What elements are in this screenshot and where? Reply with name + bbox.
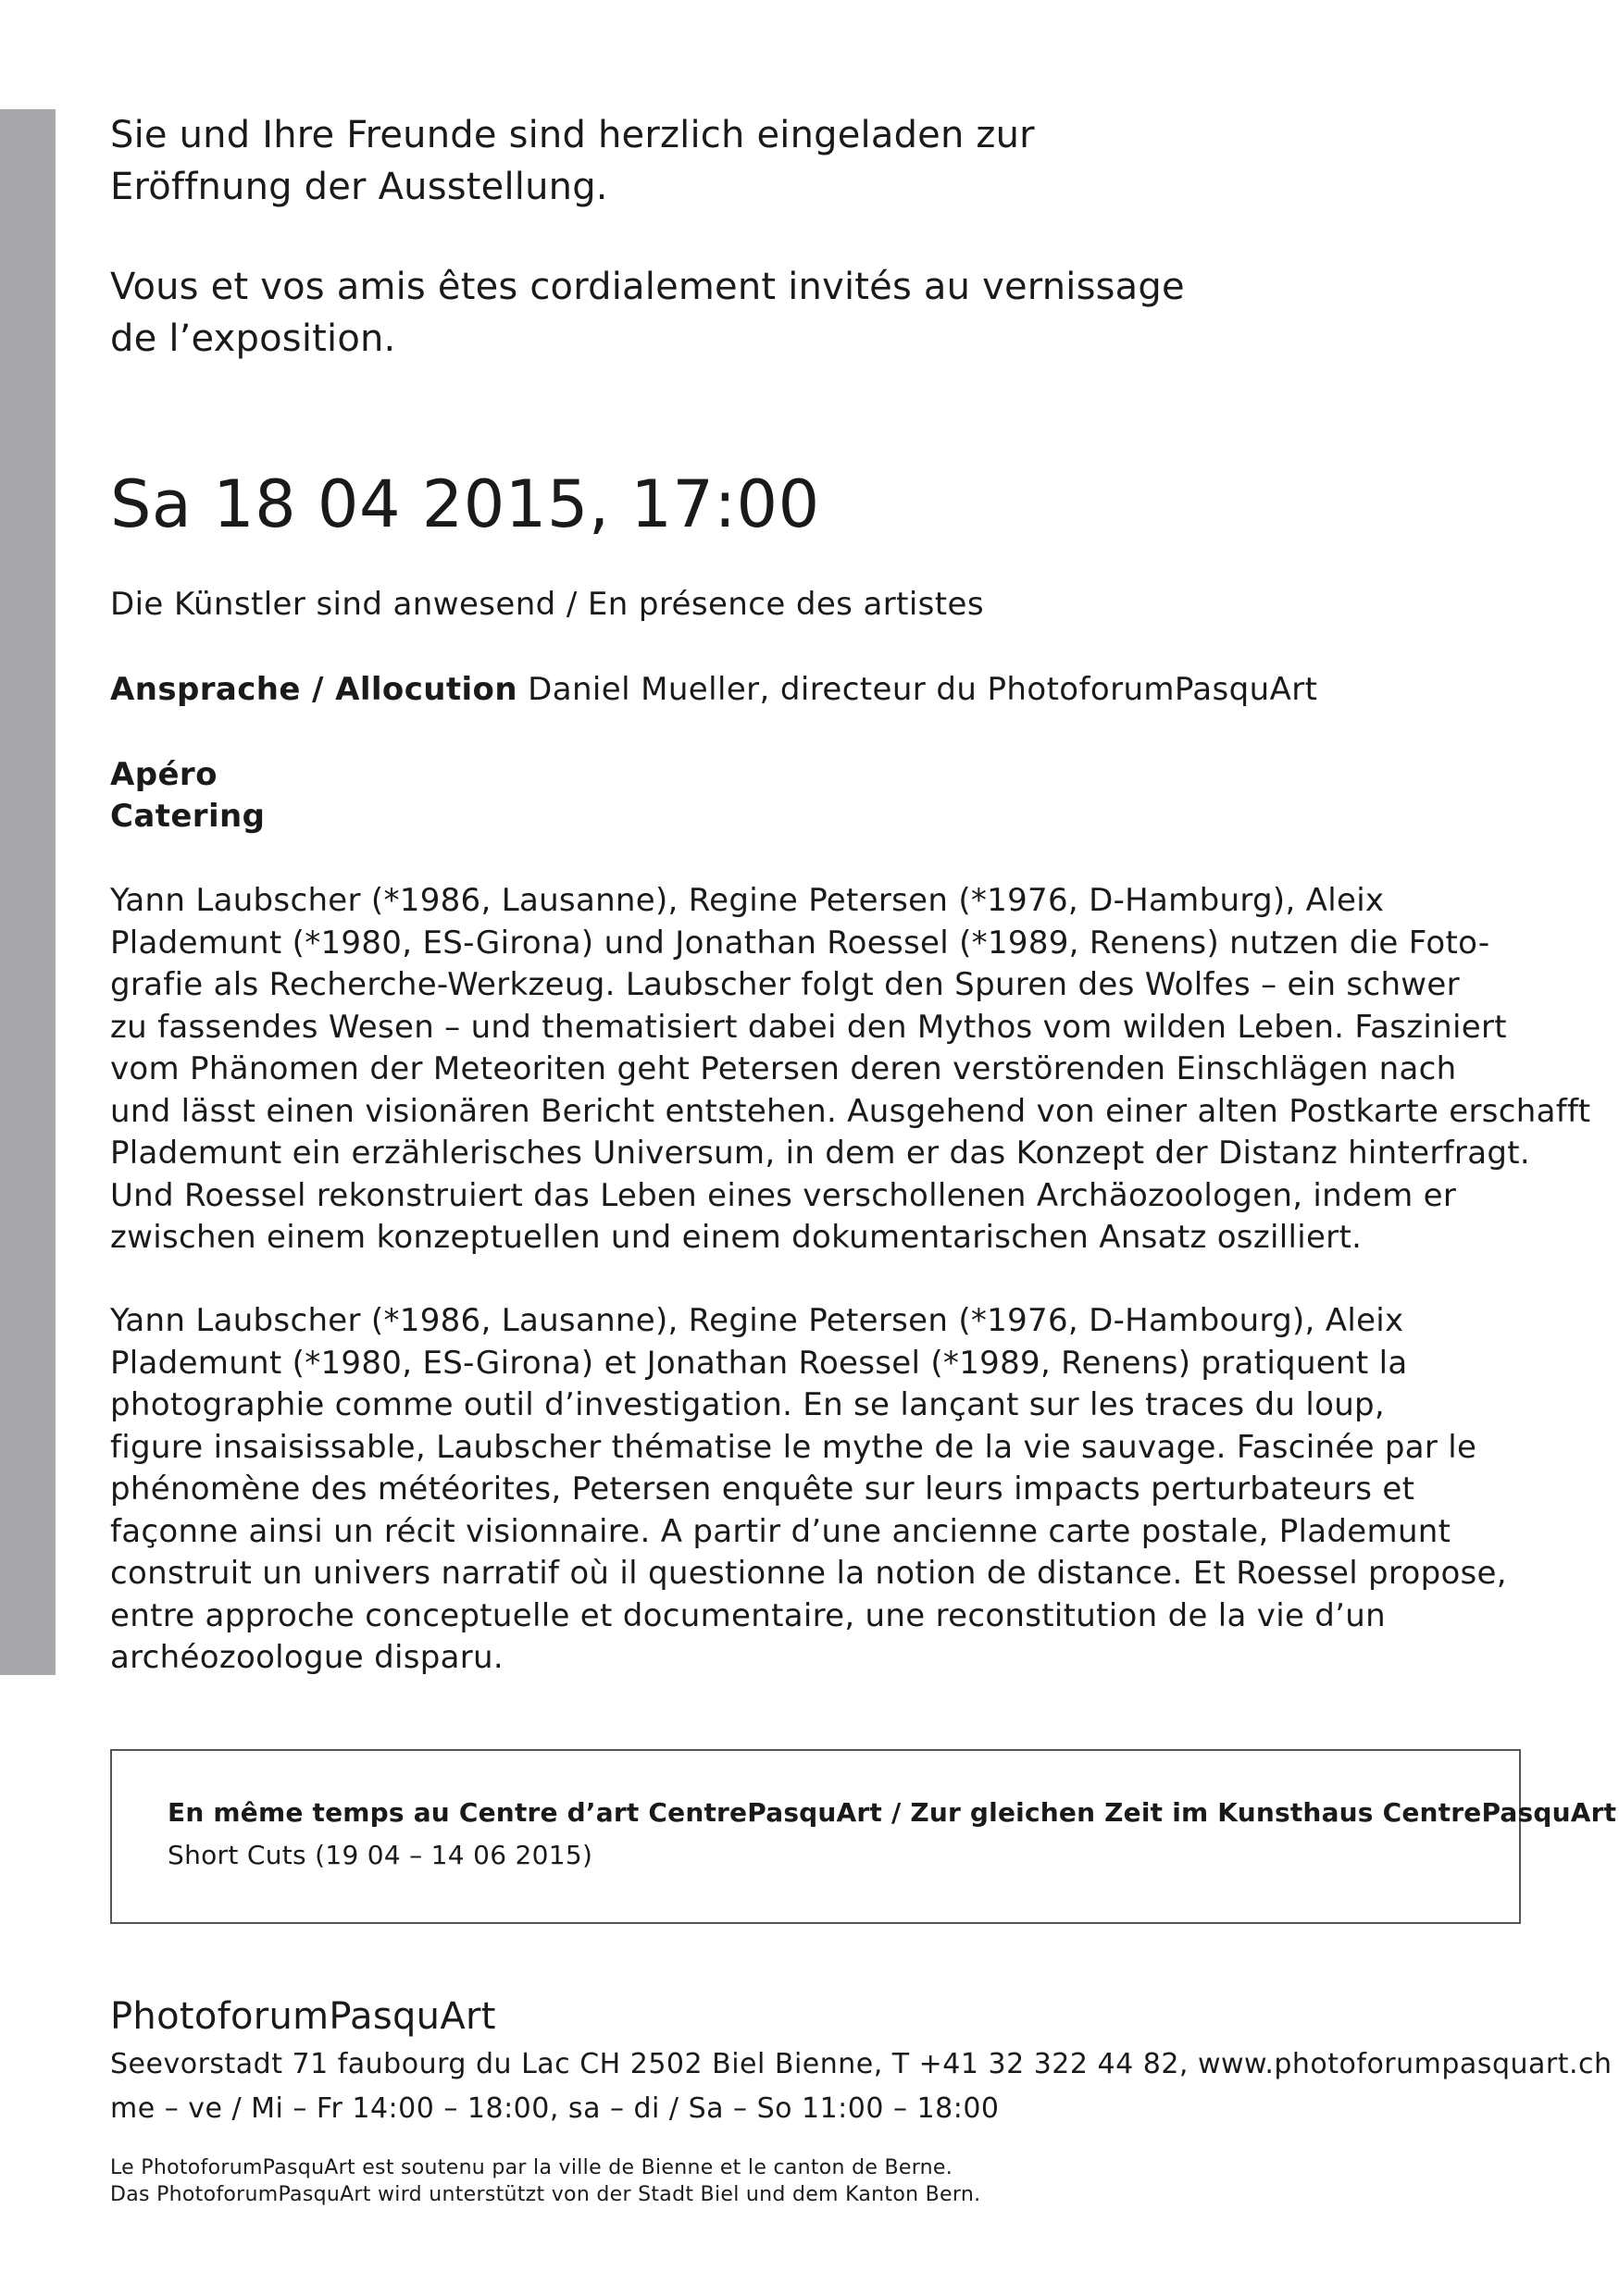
opening-hours: me – ve / Mi – Fr 14:00 – 18:00, sa – di / Sa – So 11:00 – 18:00 — [110, 2092, 1000, 2125]
event-date: Sa 18 04 2015, 17:00 — [110, 466, 820, 542]
support-fr: Le PhotoforumPasquArt est soutenu par la ville de Bienne et le canton de Berne. — [110, 2156, 953, 2179]
invitation-de-line2: Eröffnung der Ausstellung. — [110, 166, 608, 208]
apero-label: Apéro — [110, 756, 218, 793]
description-de — [110, 880, 1591, 1260]
paragraph-line: Plademunt (*1980, ES-Girona) und Jonathan Roessel (*1989, Renens) nutzen die Foto- — [110, 924, 1490, 962]
paragraph-line: archéozoologue disparu. — [110, 1639, 504, 1676]
paragraph-line: Und Roessel rekonstruiert das Leben eines verschollenen Archäozoologen, indem er — [110, 1176, 1457, 1214]
paragraph-line: vom Phänomen der Meteoriten geht Petersen deren verstörenden Einschlägen nach — [110, 1050, 1457, 1087]
paragraph-line: und lässt einen visionären Bericht entstehen. Ausgehend von einer alten Postkarte erschafft — [110, 1092, 1591, 1130]
support-notice — [110, 2154, 980, 2208]
org-name: PhotoforumPasquArt — [110, 1995, 496, 2038]
artists-present: Die Künstler sind anwesend / En présence des artistes — [110, 586, 984, 623]
paragraph-line: entre approche conceptuelle et documentaire, une reconstitution de la vie d’un — [110, 1596, 1386, 1634]
invitation-de-line1: Sie und Ihre Freunde sind herzlich eingeladen zur — [110, 114, 1035, 156]
gray-side-bar — [0, 109, 56, 1675]
speech-line — [110, 668, 1317, 711]
paragraph-line: zwischen einem konzeptuellen und einem dokumentarischen Ansatz oszilliert. — [110, 1219, 1363, 1256]
invitation-fr-line1: Vous et vos amis êtes cordialement invités au vernissage — [110, 266, 1185, 308]
speech-text: Daniel Mueller, directeur du PhotoforumPasquArt — [517, 671, 1318, 708]
invitation-de — [110, 109, 1185, 213]
paragraph-line: figure insaisissable, Laubscher thématise le mythe de la vie sauvage. Fascinée par le — [110, 1428, 1477, 1466]
concurrent-exhibition-box — [110, 1749, 1617, 1924]
paragraph-line: grafie als Recherche-Werkzeug. Laubscher folgt den Spuren des Wolfes – ein schwer — [110, 966, 1460, 1003]
concurrent-exhibition-title: En même temps au Centre d’art CentrePasquArt / Zur gleichen Zeit im Kunsthaus CentrePasquArt — [168, 1797, 1617, 1828]
address-line: Seevorstadt 71 faubourg du Lac CH 2502 Biel Bienne, T +41 32 322 44 82, www.photoforumpasquart.ch — [110, 2048, 1613, 2080]
support-de: Das PhotoforumPasquArt wird unterstützt von der Stadt Biel und dem Kanton Bern. — [110, 2183, 981, 2206]
paragraph-line: zu fassendes Wesen – und thematisiert dabei den Mythos vom wilden Leben. Fasziniert — [110, 1008, 1507, 1046]
paragraph-line: phénomène des météorites, Petersen enquête sur leurs impacts perturbateurs et — [110, 1471, 1415, 1508]
invitation-fr-line2: de l’exposition. — [110, 317, 396, 360]
description-fr — [110, 1300, 1554, 1680]
catering-label: Catering — [110, 798, 266, 835]
paragraph-line: Plademunt ein erzählerisches Universum, in dem er das Konzept der Distanz hinterfragt. — [110, 1135, 1530, 1172]
concurrent-exhibition-subtitle: Short Cuts (19 04 – 14 06 2015) — [168, 1840, 593, 1870]
paragraph-line: Yann Laubscher (*1986, Lausanne), Regine Petersen (*1976, D-Hambourg), Aleix — [110, 1302, 1404, 1339]
paragraph-line: construit un univers narratif où il questionne la notion de distance. Et Roessel propose, — [110, 1555, 1507, 1592]
invitation-fr — [110, 261, 1185, 365]
speech-label: Ansprache / Allocution — [110, 671, 517, 708]
paragraph-line: Yann Laubscher (*1986, Lausanne), Regine Petersen (*1976, D-Hamburg), Aleix — [110, 882, 1385, 919]
paragraph-line: photographie comme outil d’investigation. En se lançant sur les traces du loup, — [110, 1386, 1386, 1423]
paragraph-line: Plademunt (*1980, ES-Girona) et Jonathan Roessel (*1989, Renens) pratiquent la — [110, 1344, 1408, 1382]
invitation-text — [110, 109, 1185, 413]
paragraph-line: façonne ainsi un récit visionnaire. A partir d’une ancienne carte postale, Plademunt — [110, 1512, 1451, 1550]
